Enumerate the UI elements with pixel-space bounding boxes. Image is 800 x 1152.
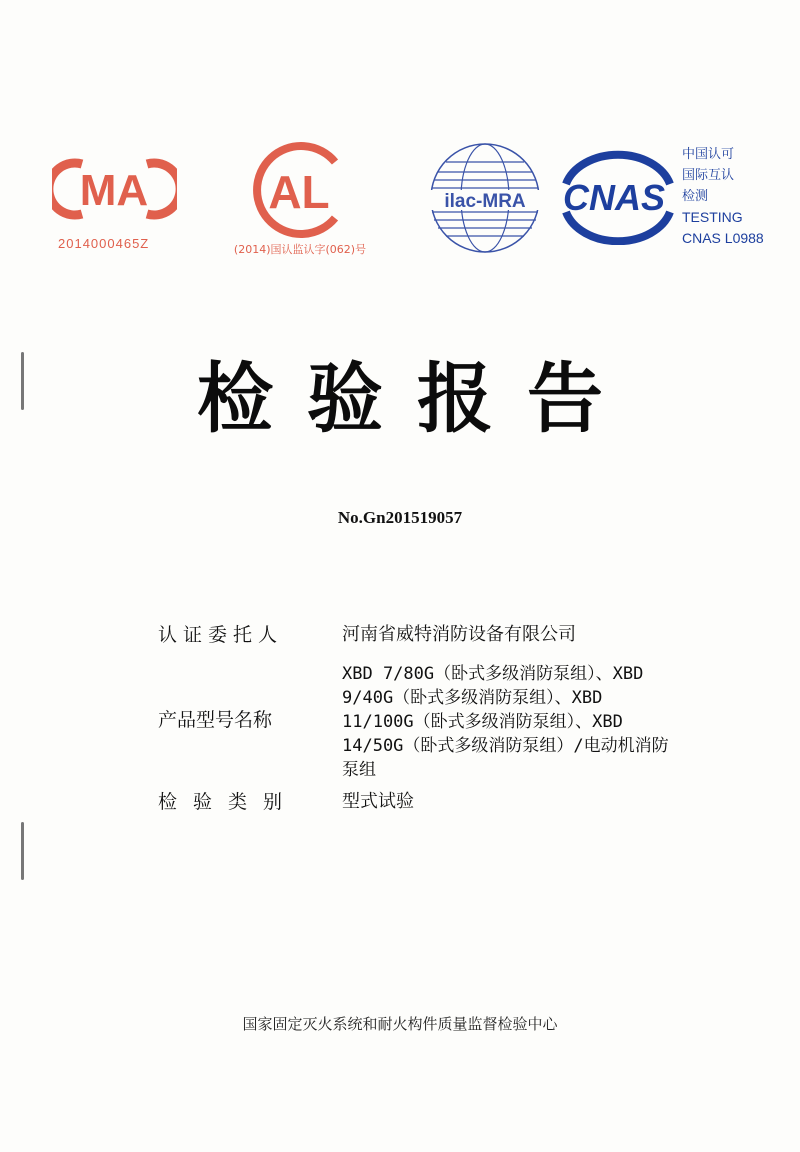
cnas-side-line: 国际互认 — [682, 168, 735, 183]
ilac-logo-text: ilac-MRA — [444, 191, 526, 212]
test-type-label: 检验类别 — [158, 791, 299, 813]
cnas-logo-text: CNAS — [562, 177, 666, 218]
ilac-mra-logo — [426, 138, 544, 258]
test-type-value: 型式试验 — [342, 791, 414, 812]
binding-mark — [21, 822, 24, 880]
cal-logo-text: AL — [268, 166, 330, 218]
cnas-side-line: 检测 — [682, 189, 709, 204]
cma-code: 2014000465Z — [58, 236, 150, 251]
page-title: 检验报告 — [197, 354, 637, 443]
cal-mark-icon — [243, 140, 355, 240]
client-label: 认证委托人 — [158, 624, 284, 646]
report-number: No.Gn201519057 — [337, 508, 463, 527]
cma-logo-text: MA — [79, 166, 149, 215]
cma-logo — [52, 150, 177, 260]
cnas-mark-icon — [548, 150, 678, 245]
issuing-organization: 国家固定灭火系统和耐火构件质量监督检验中心 — [242, 1015, 558, 1033]
product-label: 产品型号名称 — [158, 709, 273, 731]
ilac-globe-icon — [426, 138, 544, 258]
cma-mark-icon — [52, 150, 177, 228]
cnas-side-line: 中国认可 — [682, 147, 735, 162]
cnas-logo — [548, 150, 678, 245]
cal-code: (2014)国认监认字(062)号 — [233, 243, 367, 256]
client-value: 河南省威特消防设备有限公司 — [342, 624, 576, 645]
product-value: XBD 7/80G（卧式多级消防泵组）、XBD 9/40G（卧式多级消防泵组）、XBD 11/100G（卧式多级消防泵组）、XBD 14/50G（卧式多级消防泵组）/电动机消防 泵组 — [342, 664, 669, 780]
cnas-side-line: CNAS L0988 — [682, 230, 764, 246]
cal-logo — [215, 140, 385, 260]
cnas-accreditation-text — [682, 144, 792, 249]
cnas-side-line: TESTING — [682, 209, 743, 225]
